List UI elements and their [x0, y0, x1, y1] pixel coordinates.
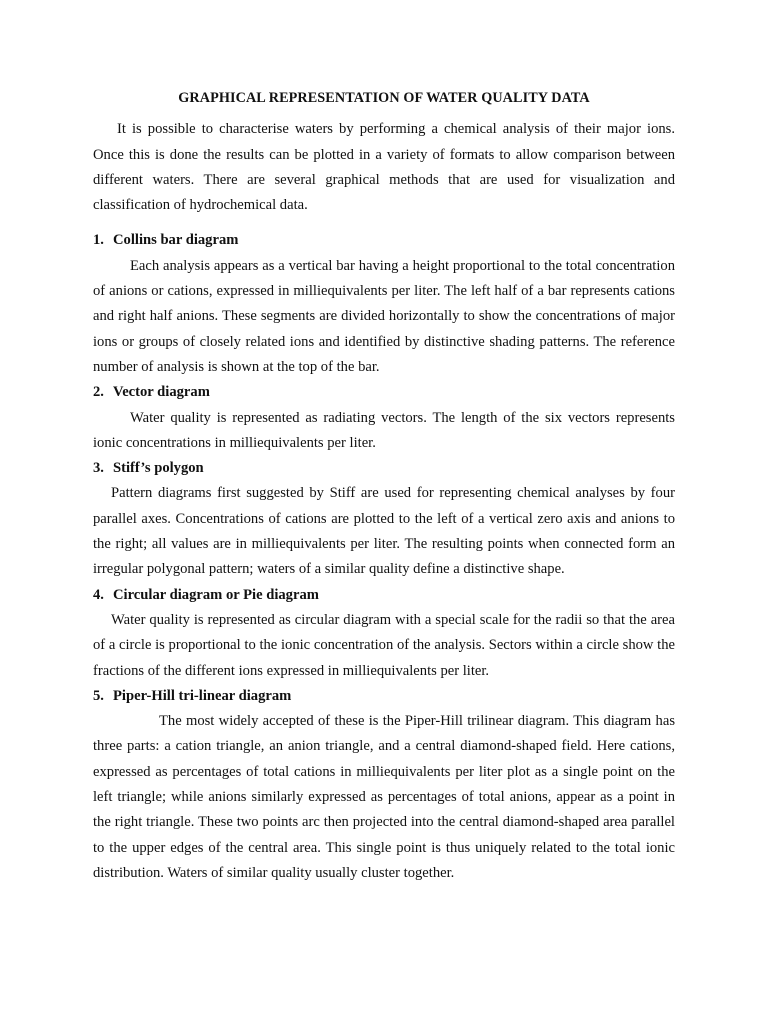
document-title: GRAPHICAL REPRESENTATION OF WATER QUALITY DATA: [178, 90, 590, 106]
section-collins: [93, 228, 675, 380]
section-heading: [93, 380, 675, 405]
section-title: Stiff’s polygon: [113, 460, 204, 477]
section-number: 4.: [93, 586, 104, 603]
section-heading: [93, 228, 675, 253]
section-heading: [93, 456, 675, 481]
section-number: 1.: [93, 232, 104, 249]
section-body: Each analysis appears as a vertical bar having a height proportional to the total concentration of anions or cations, expressed in milliequivalents per liter. The left half of a bar represents cations and right half anions. These segments are divided horizontally to show the concentrations of major ions or groups of closely related ions and identified by distinctive shading patterns. The reference number of analysis is shown at the top of the bar.: [93, 257, 675, 375]
section-piper: [93, 684, 675, 886]
section-body: Water quality is represented as circular diagram with a special scale for the radii so that the area of a circle is proportional to the ionic concentration of the analysis. Sectors within a circle show the fractions of the different ions expressed in milliequivalents per liter.: [93, 611, 675, 679]
section-title: Piper-Hill tri-linear diagram: [113, 687, 292, 704]
section-body: Pattern diagrams first suggested by Stiff are used for representing chemical analyses by four parallel axes. Concentrations of cations are plotted to the left of a vertical zero axis and anions to the right; all values are in milliequivalents per liter. The resulting points when connected form an irregular polygonal pattern; waters of a similar quality define a distinctive shape.: [93, 485, 675, 578]
section-stiff: [93, 456, 675, 582]
section-vector: [93, 380, 675, 456]
section-pie: [93, 583, 675, 684]
section-body: Water quality is represented as radiating vectors. The length of the six vectors represents ionic concentrations in milliequivalents per liter.: [93, 409, 675, 451]
section-heading: [93, 583, 675, 608]
document-page: [93, 86, 675, 886]
intro-paragraph: It is possible to characterise waters by performing a chemical analysis of their major ions. Once this is done the results can be plotted in a variety of formats to allow comparison between different waters. There are several graphical methods that are used for visualization and classification of hydrochemical data.: [93, 121, 675, 214]
section-number: 2.: [93, 384, 104, 401]
section-number: 3.: [93, 460, 104, 477]
section-number: 5.: [93, 687, 104, 704]
section-title: Vector diagram: [113, 384, 210, 401]
section-title: Collins bar diagram: [113, 232, 239, 249]
section-title: Circular diagram or Pie diagram: [113, 586, 319, 603]
section-body: The most widely accepted of these is the Piper-Hill trilinear diagram. This diagram has three parts: a cation triangle, an anion triangle, and a central diamond-shaped field. Here cations, expressed as percentages of total cations in milliequivalents per liter plot as a single point on the left triangle; while anions similarly expressed as percentages of total anions, appear as a point in the right triangle. These two points arc then projected into the central diamond-shaped area parallel to the upper edges of the central area. This single point is thus uniquely related to the total ionic distribution. Waters of similar quality usually cluster together.: [93, 713, 675, 881]
section-heading: [93, 684, 675, 709]
